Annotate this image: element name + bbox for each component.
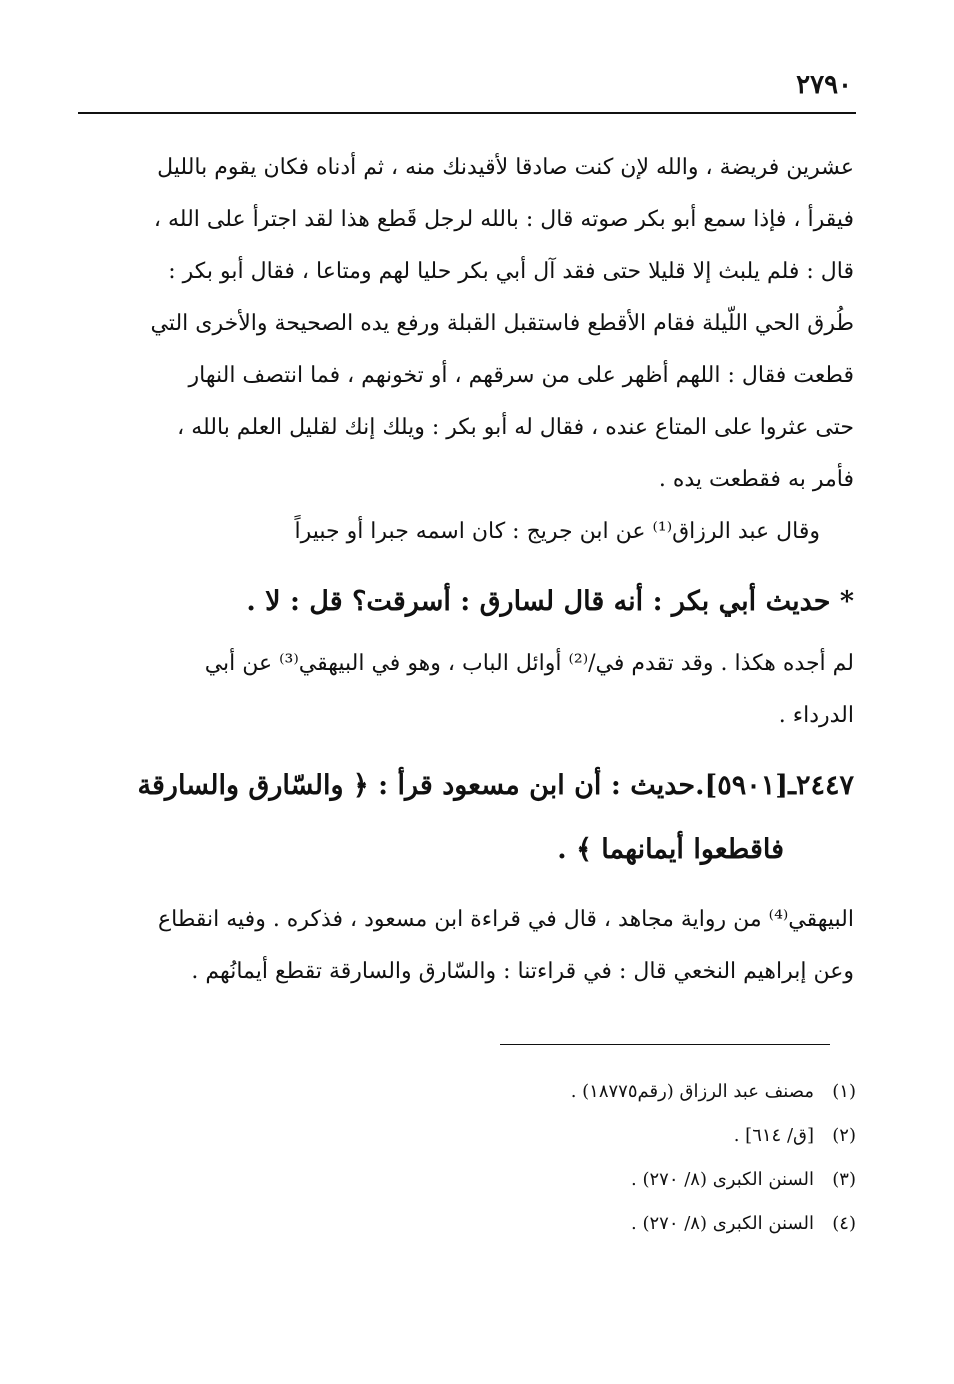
footnote-text: السنن الكبرى (٨/ ٢٧٠) . (631, 1169, 814, 1190)
footnote (300, 1202, 856, 1246)
text-line: طُرق الحي اللّيلة فقام الأقطع فاستقبل القبلة ورفع يده الصحيحة والأخرى التي (150, 311, 854, 336)
hadith-heading-continuation: فاقطعوا أيمانهما ﴾ . (557, 834, 784, 865)
text-line: عشرين فريضة ، والله لإن كنت صادقا لأقيدنك منه ، ثم أدناه فكان يقوم بالليل (157, 155, 854, 180)
note-line: وقال عبد الرزاق⁽¹⁾ عن ابن جريج : كان اسمه جبرا أو جبيراً (294, 519, 820, 544)
text-line: فيقرأ ، فإذا سمع أبو بكر صوته قال : بالله لرجل قَطع هذا لقد اجترأ على الله ، (153, 207, 854, 232)
footnote-text: مصنف عبد الرزاق (رقم١٨٧٧٥) . (570, 1081, 814, 1102)
footnote-number: (٣) (832, 1169, 856, 1190)
footnote (300, 1114, 856, 1158)
footnote (300, 1070, 856, 1114)
footnote-text: السنن الكبرى (٨/ ٢٧٠) . (631, 1213, 814, 1234)
footnote-separator (500, 1044, 830, 1045)
text-line: حتى عثروا على المتاع عنده ، فقال له أبو بكر : ويلك إنك لقليل العلم بالله ، (177, 415, 854, 440)
header-rule (78, 112, 856, 114)
text-line: الدرداء . (778, 703, 854, 728)
text-line: قال : فلم يلبث إلا قليلا حتى فقد آل أبي بكر حليا لهم ومتاعا ، فقال أبو بكر : (168, 259, 854, 284)
text-line: فأمر به فقطعت يده . (658, 467, 854, 492)
footnote-number: (١) (832, 1081, 856, 1102)
footnote (300, 1158, 856, 1202)
hadith-heading: * حديث أبي بكر : أنه قال لسارق : أسرقت؟ قل : لا . (246, 586, 854, 617)
text-line: لم أجده هكذا . وقد تقدم في/⁽²⁾ أوائل الباب ، وهو في البيهقي⁽³⁾ عن أبي (204, 651, 854, 676)
footnote-number: (٢) (832, 1125, 856, 1146)
text-line: قطعت فقال : اللهم أظهر على من سرقهم ، أو تخونهم ، فما انتصف النهار (188, 363, 854, 388)
main-text (84, 142, 854, 998)
page-number: ٢٧٩٠ (796, 70, 852, 100)
footnote-text: [ق/ ٦١٤] . (733, 1125, 814, 1146)
footnotes (300, 1070, 856, 1246)
text-line: وعن إبراهيم النخعي قال : في قراءتنا : والسّارق والسارقة تقطع أيمانُهم . (191, 959, 854, 984)
text-line: البيهقي⁽⁴⁾ من رواية مجاهد ، قال في قراءة ابن مسعود ، فذكره . وفيه انقطاع (158, 907, 854, 932)
footnote-number: (٤) (832, 1213, 856, 1234)
hadith-heading-numbered: ٢٤٤٧ـ[٥٩٠١].حديث : أن ابن مسعود قرأ : ﴿ والسّارق والسارقة (137, 770, 854, 801)
